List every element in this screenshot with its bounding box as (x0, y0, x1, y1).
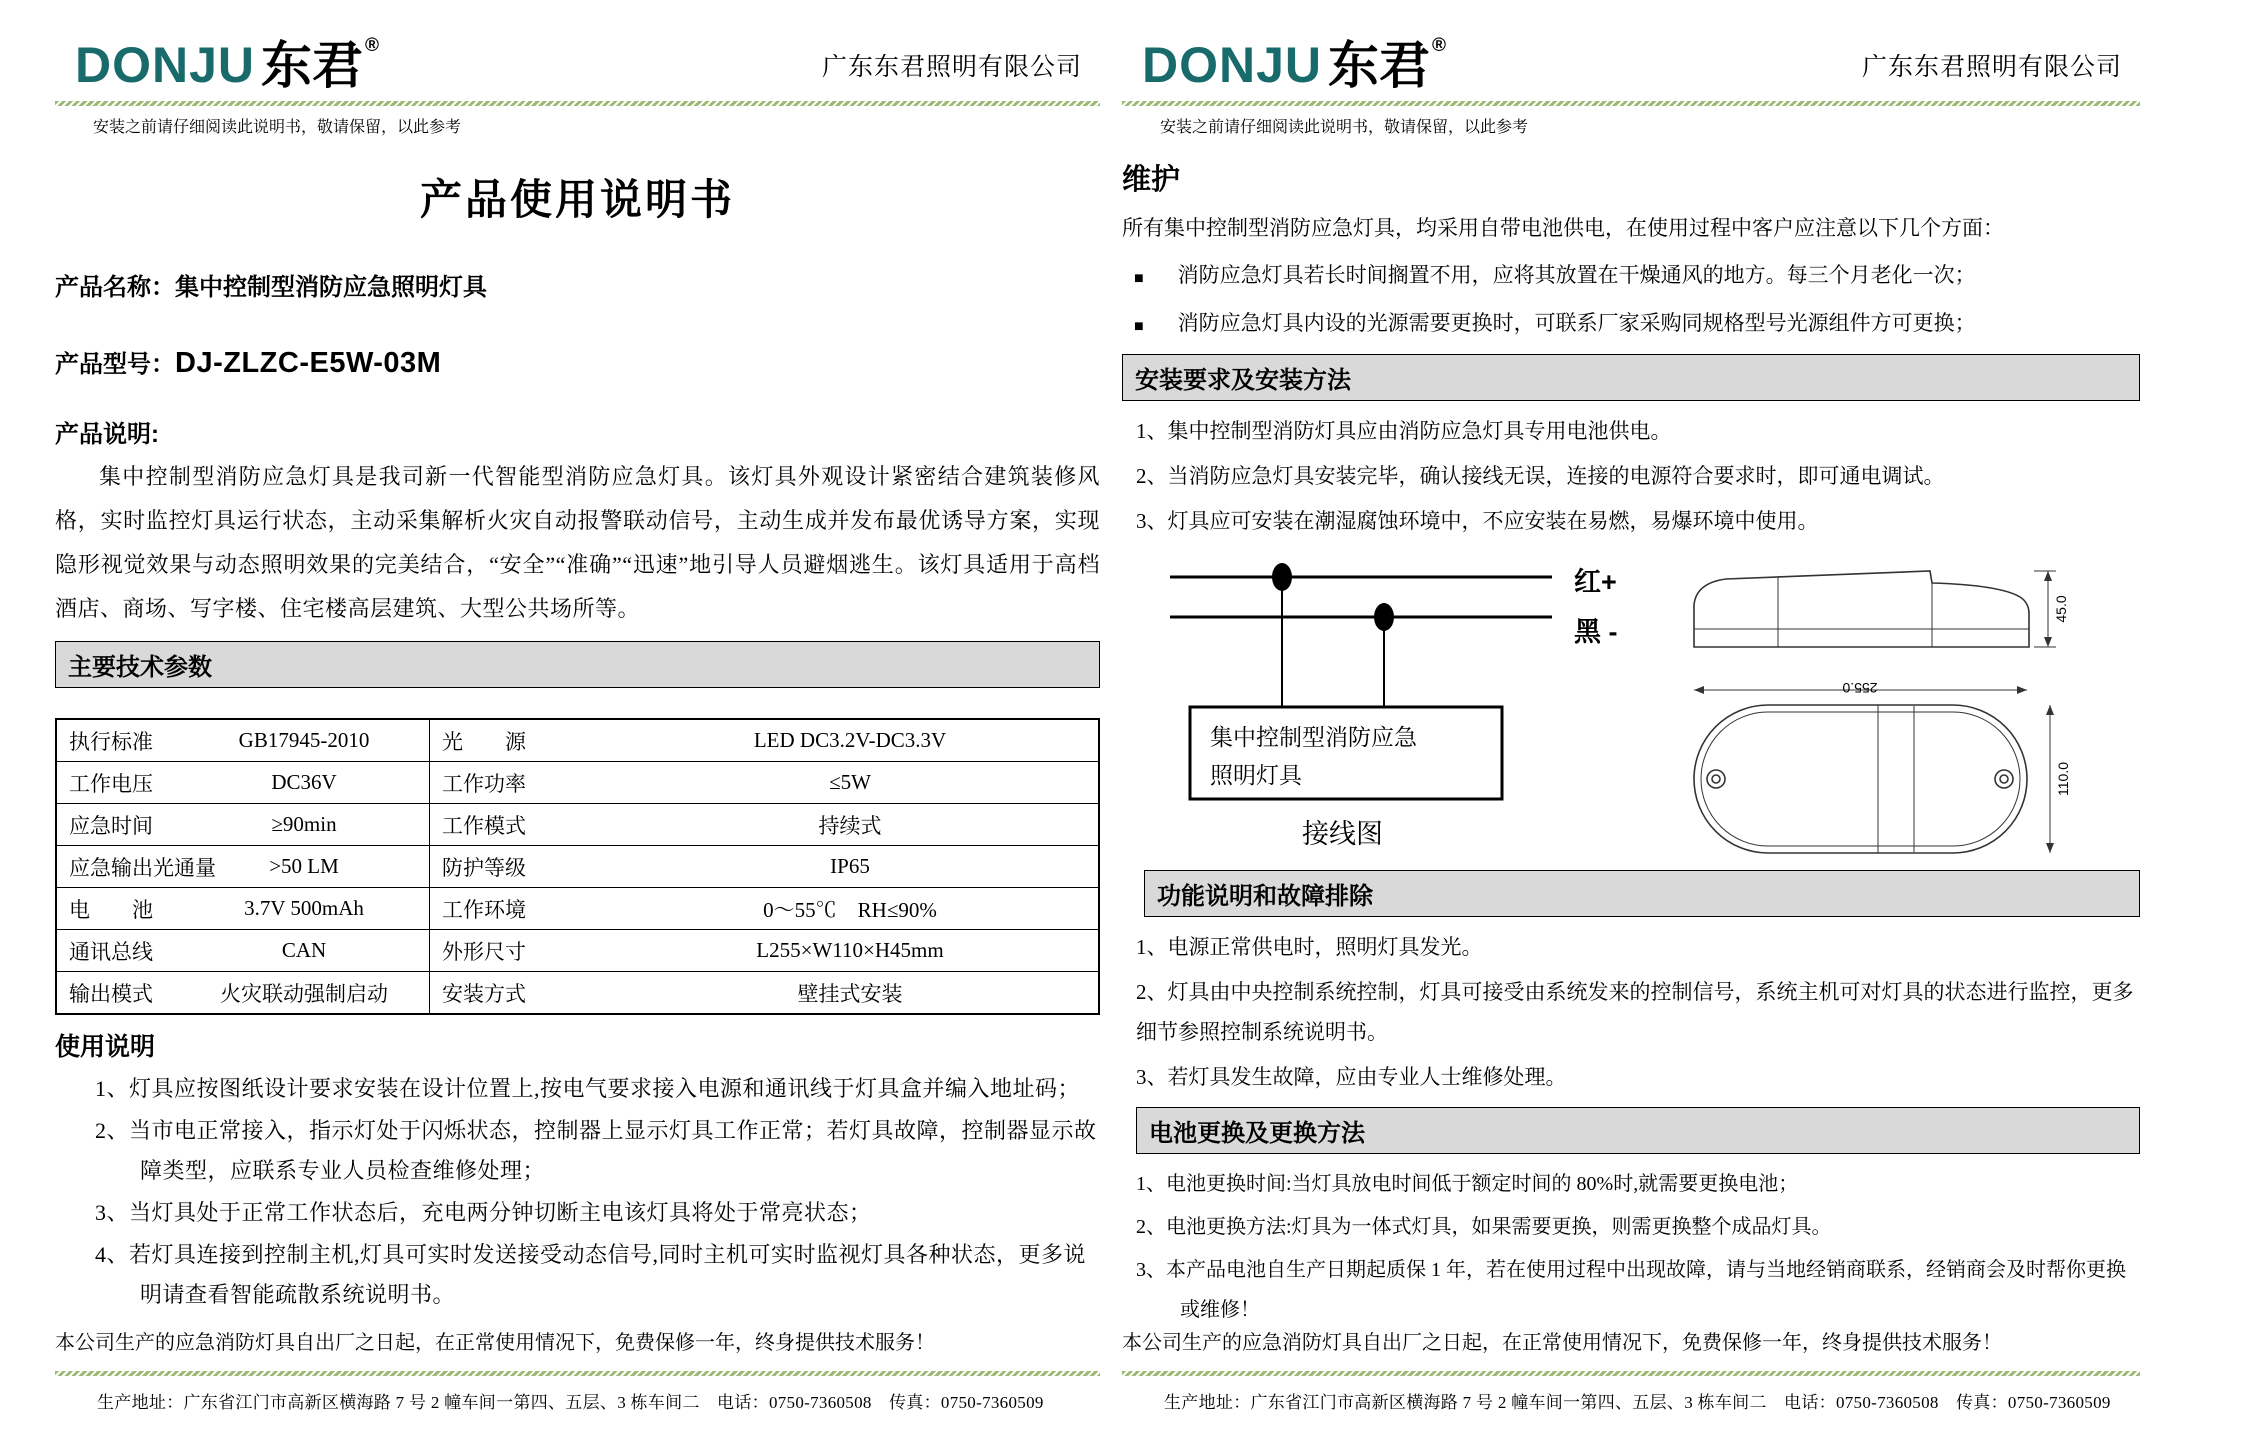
battery-item: 2、电池更换方法:灯具为一体式灯具，如果需要更换，则需更换整个成品灯具。 (1136, 1216, 1832, 1238)
product-description: 集中控制型消防应急灯具是我司新一代智能型消防应急灯具。该灯具外观设计紧密结合建筑装修风格，实时监控灯具运行状态，主动采集解析火灾自动报警联动信号，主动生成并发布最优诱导方案，实现隐形视觉效果与动态照明效果的完美结合，“安全”“准确”“迅速”地引导人员避烟逃生。该灯具适用于高档酒店、商场、写字楼、住宅楼高层建筑、大型公共场所等。 (55, 464, 1100, 621)
spec-row (56, 719, 1099, 762)
page1-footer (55, 1326, 1100, 1413)
spec-key: 输出模式 (69, 981, 153, 1006)
battery-item: 1、电池更换时间:当灯具放电时间低于额定时间的 80%时,就需要更换电池； (1136, 1173, 1799, 1195)
decorative-green-line (1122, 1371, 2140, 1376)
usage-item: 1、灯具应按图纸设计要求安装在设计位置上,按电气要求接入电源和通讯线于灯具盒并编入地址码； (95, 1076, 1081, 1101)
spec-value: LED DC3.2V-DC3.3V (753, 728, 947, 752)
company-name: 广东东君照明有限公司 (821, 53, 1082, 81)
page-title: 产品使用说明书 (419, 176, 735, 223)
device-label: 集中控制型消防应急 (1210, 725, 1417, 750)
bullet-text: 消防应急灯具内设的光源需要更换时，可联系厂家采购同规格型号光源组件方可更换； (1177, 311, 1976, 335)
install-item: 3、灯具应可安装在潮湿腐蚀环境中，不应安装在易燃，易爆环境中使用。 (1136, 509, 1819, 533)
warranty-statement: 本公司生产的应急消防灯具自出厂之日起，在正常使用情况下，免费保修一年，终身提供技术服务！ (55, 1332, 935, 1354)
decorative-green-line (55, 101, 1100, 106)
spec-value: >50 LM (269, 854, 339, 878)
registered-mark-icon: ® (1432, 35, 1447, 56)
usage-item: 4、若灯具连接到控制主机,灯具可实时发送接受动态信号,同时主机可实时监视灯具各种状态，更多说明请查看智能疏散系统说明书。 (95, 1242, 1087, 1307)
maintenance-bullet (1122, 258, 2140, 296)
bullet-square-icon: ■ (1134, 270, 1144, 287)
warranty-statement: 本公司生产的应急消防灯具自出厂之日起，在正常使用情况下，免费保修一年，终身提供技术服务！ (1122, 1332, 2002, 1354)
spec-value: L255×W110×H45mm (756, 938, 944, 962)
decorative-green-line (55, 1371, 1100, 1376)
spec-key: 应急输出光通量 (69, 855, 216, 880)
wiring-caption: 接线图 (1302, 819, 1383, 849)
function-item: 2、灯具由中央控制系统控制，灯具可接受由系统发来的控制信号，系统主机可对灯具的状态进行监控，更多细节参照控制系统说明书。 (1136, 980, 2134, 1044)
device-label: 照明灯具 (1210, 763, 1302, 788)
spec-key: 工作环境 (442, 897, 526, 922)
function-list (1122, 927, 2140, 1097)
model-value: DJ-ZLZC-E5W-03M (175, 347, 442, 379)
battery-item: 3、本产品电池自生产日期起质保 1 年，若在使用过程中出现故障，请与当地经销商联系，经销商会及时帮你更换或维修！ (1136, 1259, 2126, 1321)
donju-logo (75, 35, 380, 94)
wiring-diagram (1152, 555, 1652, 850)
red-wire-label: 红+ (1574, 567, 1617, 597)
spec-key: 电 池 (69, 897, 153, 922)
spec-value: ≤5W (829, 770, 871, 794)
read-notice: 安装之前请仔细阅读此说明书，敬请保留，以此参考 (1160, 119, 1529, 136)
diagram-area (1122, 555, 2140, 860)
height-dimension: 45.0 (2053, 595, 2069, 623)
page-1 (55, 0, 1100, 1439)
spec-row (56, 888, 1099, 930)
bullet-text: 消防应急灯具若长时间搁置不用，应将其放置在干燥通风的地方。每三个月老化一次； (1177, 263, 1976, 287)
model-label: 产品型号： (55, 351, 175, 378)
page2-footer (1122, 1326, 2140, 1413)
logo-donju-text: DONJU (1142, 37, 1323, 93)
spec-value: ≥90min (271, 812, 337, 836)
spec-row (56, 846, 1099, 888)
black-wire-label: 黑 - (1574, 617, 1618, 647)
length-dimension: 255.0 (1842, 680, 1878, 696)
screw-hole (1995, 770, 2013, 788)
spec-key: 工作功率 (442, 771, 526, 796)
maintenance-bullet (1122, 306, 2140, 344)
bullet-square-icon: ■ (1134, 318, 1144, 335)
spec-key: 执行标准 (69, 729, 153, 754)
usage-list (55, 1069, 1100, 1315)
spec-key: 光 源 (442, 729, 526, 754)
spec-row (56, 804, 1099, 846)
decorative-green-line (1122, 101, 2140, 106)
product-model-line (55, 344, 1100, 380)
usage-item: 3、当灯具处于正常工作状态后，充电两分钟切断主电该灯具将处于常亮状态； (95, 1200, 872, 1225)
install-section-header: 安装要求及安装方法 (1122, 354, 2140, 401)
top-view-outline (1694, 705, 2027, 853)
usage-item: 2、当市电正常接入，指示灯处于闪烁状态，控制器上显示灯具工作正常；若灯具故障，控制器显示故障类型，应联系专业人员检查维修处理； (95, 1118, 1097, 1183)
page1-header (55, 35, 1100, 94)
spec-value: 火灾联动强制启动 (220, 981, 388, 1006)
spec-value: IP65 (830, 854, 870, 878)
read-notice: 安装之前请仔细阅读此说明书，敬请保留，以此参考 (93, 119, 462, 136)
logo-donju-text: DONJU (75, 37, 256, 93)
spec-value: GB17945-2010 (238, 728, 370, 752)
side-view-outline (1694, 571, 2029, 647)
spec-value: DC36V (271, 770, 337, 794)
spec-value: CAN (281, 938, 327, 962)
product-name-line: 产品名称：集中控制型消防应急照明灯具 (55, 274, 487, 301)
battery-section-header: 电池更换及更换方法 (1136, 1107, 2140, 1154)
spec-value: 0～55℃ RH≤90% (763, 897, 937, 922)
battery-list (1122, 1164, 2140, 1330)
spec-row (56, 762, 1099, 804)
spec-value: 壁挂式安装 (797, 981, 903, 1006)
dimension-drawing (1682, 555, 2132, 860)
spec-key: 工作模式 (442, 813, 526, 838)
company-name: 广东东君照明有限公司 (1861, 53, 2122, 81)
spec-key: 防护等级 (442, 855, 526, 880)
factory-address: 生产地址：广东省江门市高新区横海路 7 号 2 幢车间一第四、五层、3 栋车间二 电话：0750-7360508 传真：0750-7360509 (1164, 1393, 2111, 1412)
specs-section-header: 主要技术参数 (55, 641, 1100, 688)
logo-dongjun-text: 东君 (261, 37, 364, 94)
factory-address: 生产地址：广东省江门市高新区横海路 7 号 2 幢车间一第四、五层、3 栋车间二 电话：0750-7360508 传真：0750-7360509 (97, 1393, 1044, 1412)
registered-mark-icon: ® (365, 35, 380, 56)
screw-hole (1707, 770, 1725, 788)
install-list (1122, 411, 2140, 541)
page2-header (1122, 35, 2140, 94)
spec-key: 工作电压 (69, 771, 153, 796)
spec-value: 3.7V 500mAh (244, 896, 364, 920)
install-item: 2、当消防应急灯具安装完毕，确认接线无误，连接的电源符合要求时，即可通电调试。 (1136, 464, 1945, 488)
spec-key: 外形尺寸 (442, 939, 526, 964)
spec-value: 持续式 (818, 813, 882, 838)
install-item: 1、集中控制型消防灯具应由消防应急灯具专用电池供电。 (1136, 419, 1672, 443)
spec-key: 应急时间 (69, 813, 153, 838)
desc-heading: 产品说明: (55, 421, 159, 448)
spec-row (56, 930, 1099, 972)
spec-key: 通讯总线 (69, 939, 153, 964)
spec-key: 安装方式 (442, 981, 526, 1006)
specs-table (55, 718, 1100, 1015)
function-section-header: 功能说明和故障排除 (1144, 870, 2140, 917)
usage-heading: 使用说明 (55, 1033, 156, 1061)
spec-row (56, 972, 1099, 1015)
page-2 (1122, 0, 2140, 1439)
maintenance-intro: 所有集中控制型消防应急灯具，均采用自带电池供电，在使用过程中客户应注意以下几个方面： (1122, 216, 2004, 240)
width-dimension: 110.0 (2055, 762, 2071, 796)
donju-logo (1142, 35, 1447, 94)
function-item: 3、若灯具发生故障，应由专业人士维修处理。 (1136, 1065, 1567, 1089)
function-item: 1、电源正常供电时，照明灯具发光。 (1136, 935, 1483, 959)
logo-dongjun-text: 东君 (1328, 37, 1431, 94)
maintenance-heading: 维护 (1122, 164, 1181, 196)
